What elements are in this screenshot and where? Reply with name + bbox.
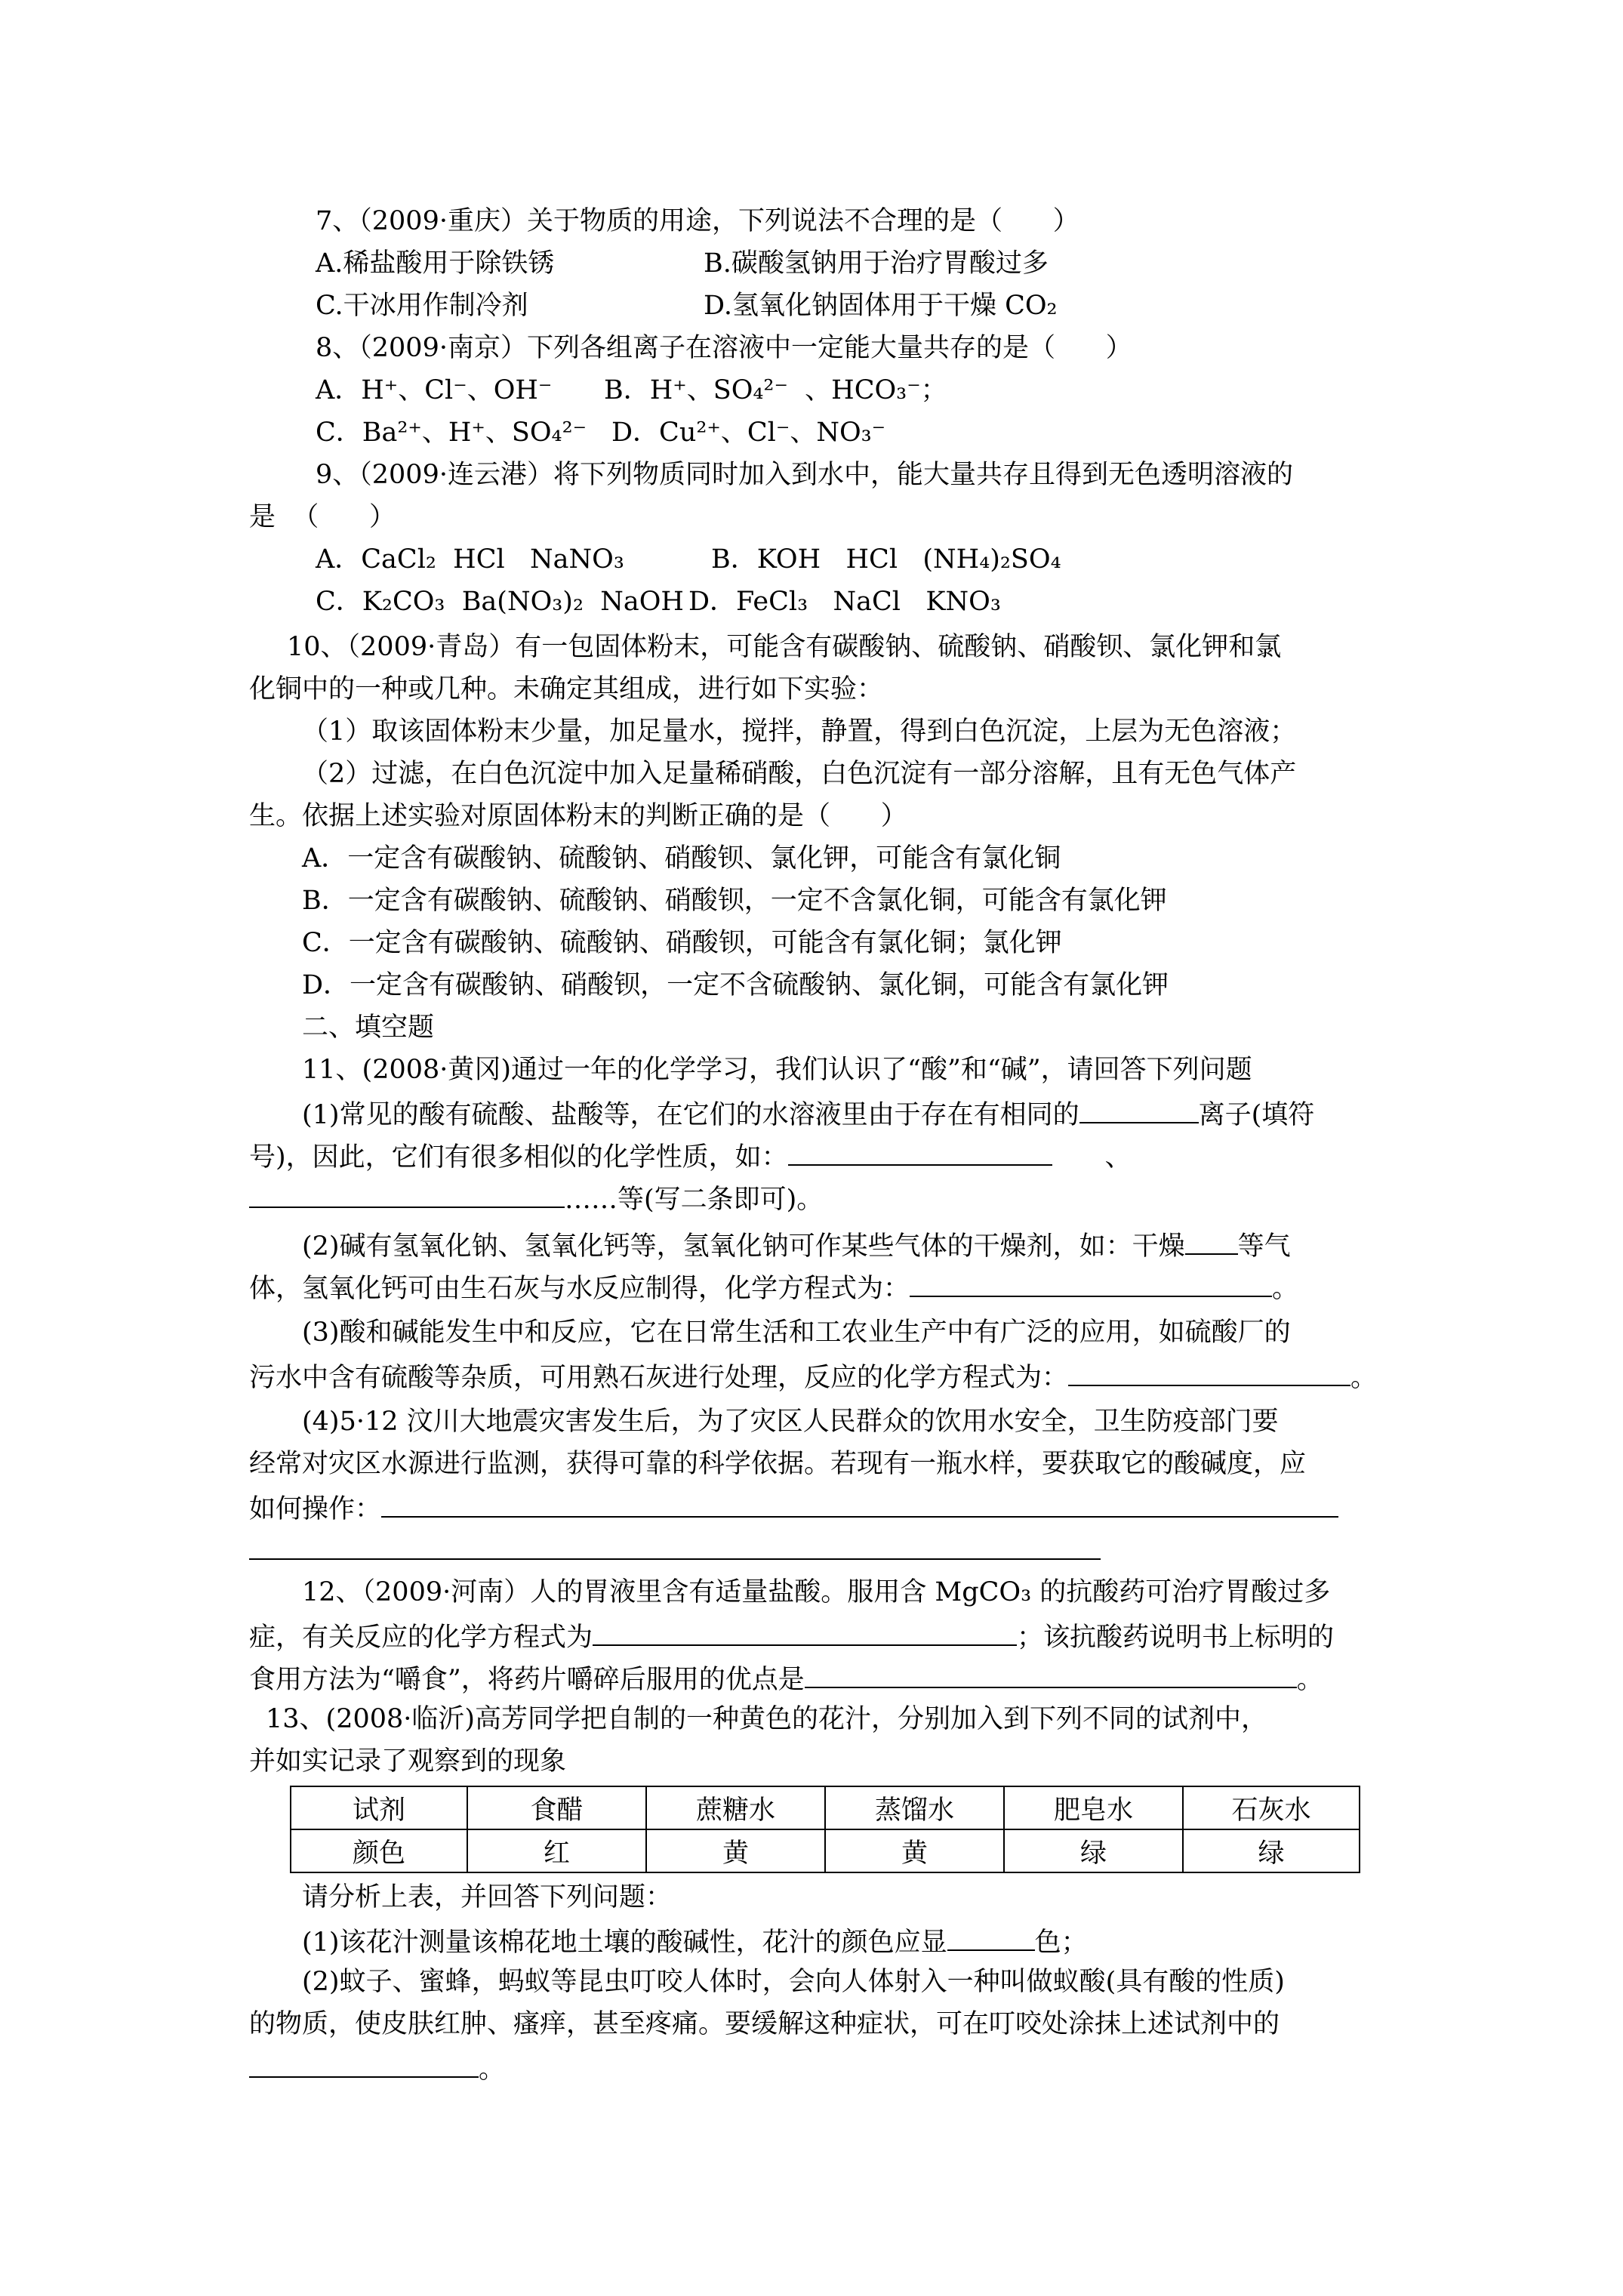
table-cell: 颜色: [291, 1829, 467, 1872]
table-cell: 绿: [1183, 1829, 1360, 1872]
q9-option-d: D．FeCl₃ NaCl KNO₃: [688, 587, 1001, 617]
q11-part4-line2: 经常对灾区水源进行监测，获得可靠的科学依据。若现有一瓶水样，要获取它的酸碱度，应: [249, 1449, 1307, 1479]
q10-step-1: （1）取该固体粉末少量，加足量水，搅拌，静置，得到白色沉淀，上层为无色溶液；: [302, 717, 1297, 747]
q8-stem: 8、（2009·南京）下列各组离子在溶液中一定能大量共存的是（ ）: [316, 333, 1132, 363]
q7-option-b: B.碳酸氢钠用于治疗胃酸过多: [704, 248, 1049, 279]
q13-part2-line1: (2)蚊子、蜜蜂，蚂蚁等昆虫叮咬人体时，会向人体射入一种叫做蚁酸(具有酸的性质): [302, 1967, 1285, 1997]
q11-part4-line1: (4)5·12 汶川大地震灾害发生后，为了灾区人民群众的饮用水安全，卫生防疫部门要: [302, 1407, 1279, 1437]
q9-stem-line1: 9、（2009·连云港）将下列物质同时加入到水中，能大量共存且得到无色透明溶液的: [316, 460, 1293, 490]
q11-part3-line2: 污水中含有硫酸等杂质，可用熟石灰进行处理，反应的化学方程式为： 。: [249, 1359, 1377, 1394]
q8-option-b: B．H⁺、SO₄²⁻ 、HCO₃⁻；: [604, 375, 947, 405]
table-header-row: [291, 1786, 1360, 1829]
q10-option-d: D．一定含有碳酸钠、硝酸钡，一定不含硫酸钠、氯化铜，可能含有氯化钾: [302, 970, 1169, 1000]
table-cell: 试剂: [291, 1786, 467, 1829]
q11-part1-line3: ……等(写二条即可)。: [249, 1181, 823, 1216]
table-cell: 蔗糖水: [646, 1786, 825, 1829]
section-heading: 二、填空题: [302, 1012, 435, 1043]
table-cell: 红: [467, 1829, 646, 1872]
q13-part2-line2: 的物质，使皮肤红肿、瘙痒，甚至疼痛。要缓解这种症状，可在叮咬处涂抹上述试剂中的: [249, 2009, 1280, 2039]
q11-part4-line4: [249, 1533, 1101, 1567]
q12-line1: 12、（2009·河南）人的胃液里含有适量盐酸。服用含 MgCO₃ 的抗酸药可治疗胃酸过多: [302, 1577, 1331, 1607]
observation-table: [290, 1786, 1360, 1873]
q11-part1-line2: 号)，因此，它们有很多相似的化学性质，如： 、: [249, 1139, 1132, 1173]
q11-part3-line1: (3)酸和碱能发生中和反应，它在日常生活和工农业生产中有广泛的应用，如硫酸厂的: [302, 1318, 1291, 1348]
q7-option-a: A.稀盐酸用于除铁锈: [316, 248, 555, 279]
q8-option-c: C．Ba²⁺、H⁺、SO₄²⁻: [316, 418, 587, 448]
q11-part2-line2: 体，氢氧化钙可由生石灰与水反应制得，化学方程式为： 。: [249, 1270, 1298, 1305]
q10-stem-line1: 10、（2009·青岛）有一包固体粉末，可能含有碳酸钠、硫酸钠、硝酸钡、氯化钾和氯: [287, 632, 1282, 662]
q10-option-c: C．一定含有碳酸钠、硫酸钠、硝酸钡，可能含有氯化铜；氯化钾: [302, 928, 1062, 958]
q9-stem-line2: 是 （ ）: [249, 502, 396, 532]
answer-blank[interactable]: [249, 2051, 479, 2078]
q11-part4-line3: 如何操作：: [249, 1490, 1338, 1525]
q11-part2-line1: (2)碱有氢氧化钠、氢氧化钙等，氢氧化钠可作某些气体的干燥剂，如：干燥 等气: [302, 1228, 1291, 1262]
answer-blank[interactable]: [593, 1619, 1017, 1646]
q7-option-d: D.氢氧化钠固体用于干燥 CO₂: [704, 291, 1058, 321]
q7-option-c: C.干冰用作制冷剂: [316, 291, 528, 321]
q13-line2: 并如实记录了观察到的现象: [249, 1746, 567, 1777]
q10-option-b: B．一定含有碳酸钠、硫酸钠、硝酸钡，一定不含氯化铜，可能含有氯化钾: [302, 886, 1167, 916]
q13-part2-line3: 。: [249, 2051, 505, 2085]
table-cell: 绿: [1004, 1829, 1183, 1872]
table-row: [291, 1829, 1360, 1872]
answer-blank[interactable]: [1068, 1359, 1350, 1386]
q10-stem-line2: 化铜中的一种或几种。未确定其组成，进行如下实验：: [249, 674, 884, 704]
q10-option-a: A．一定含有碳酸钠、硫酸钠、硝酸钡、氯化钾，可能含有氯化铜: [302, 843, 1061, 874]
q9-option-b: B．KOH HCl (NH₄)₂SO₄: [711, 544, 1061, 575]
table-cell: 食醋: [467, 1786, 646, 1829]
answer-blank[interactable]: [1185, 1228, 1238, 1255]
answer-blank[interactable]: [947, 1924, 1035, 1951]
q9-option-c: C．K₂CO₃ Ba(NO₃)₂ NaOH: [316, 587, 684, 617]
table-cell: 肥皂水: [1004, 1786, 1183, 1829]
table-cell: 黄: [646, 1829, 825, 1872]
answer-blank[interactable]: [249, 1533, 1101, 1560]
table-cell: 蒸馏水: [825, 1786, 1004, 1829]
q9-option-a: A．CaCl₂ HCl NaNO₃: [316, 544, 624, 575]
q8-option-a: A．H⁺、Cl⁻、OH⁻: [316, 375, 553, 405]
q11-part1-line1: (1)常见的酸有硫酸、盐酸等，在它们的水溶液里由于存在有相同的 离子(填符: [302, 1096, 1314, 1131]
q12-line3: 食用方法为“嚼食”，将药片嚼碎后服用的优点是 。: [249, 1661, 1323, 1696]
q7-stem: 7、（2009·重庆）关于物质的用途，下列说法不合理的是（ ）: [316, 206, 1079, 236]
table-cell: 石灰水: [1183, 1786, 1360, 1829]
answer-blank[interactable]: [249, 1181, 565, 1208]
q8-option-d: D．Cu²⁺、Cl⁻、NO₃⁻: [611, 418, 886, 448]
answer-blank[interactable]: [381, 1490, 1338, 1518]
q10-step-2-line1: （2）过滤，在白色沉淀中加入足量稀硝酸，白色沉淀有一部分溶解，且有无色气体产: [302, 759, 1297, 789]
q13-line1: 13、(2008·临沂)高芳同学把自制的一种黄色的花汁，分别加入到下列不同的试剂中，: [266, 1704, 1268, 1734]
q13-instruction: 请分析上表，并回答下列问题：: [302, 1882, 673, 1912]
q11-stem: 11、(2008·黄冈)通过一年的化学学习，我们认识了“酸”和“碱”，请回答下列问题: [302, 1055, 1252, 1085]
answer-blank[interactable]: [788, 1139, 1052, 1166]
answer-blank[interactable]: [910, 1270, 1272, 1297]
q10-step-2-line2: 生。依据上述实验对原固体粉末的判断正确的是（ ）: [249, 801, 907, 831]
answer-blank[interactable]: [1079, 1096, 1199, 1123]
q12-line2: 症，有关反应的化学方程式为 ；该抗酸药说明书上标明的: [249, 1619, 1334, 1653]
q13-part1: (1)该花汁测量该棉花地土壤的酸碱性，花汁的颜色应显 色；: [302, 1924, 1088, 1959]
table-cell: 黄: [825, 1829, 1004, 1872]
answer-blank[interactable]: [805, 1661, 1297, 1688]
